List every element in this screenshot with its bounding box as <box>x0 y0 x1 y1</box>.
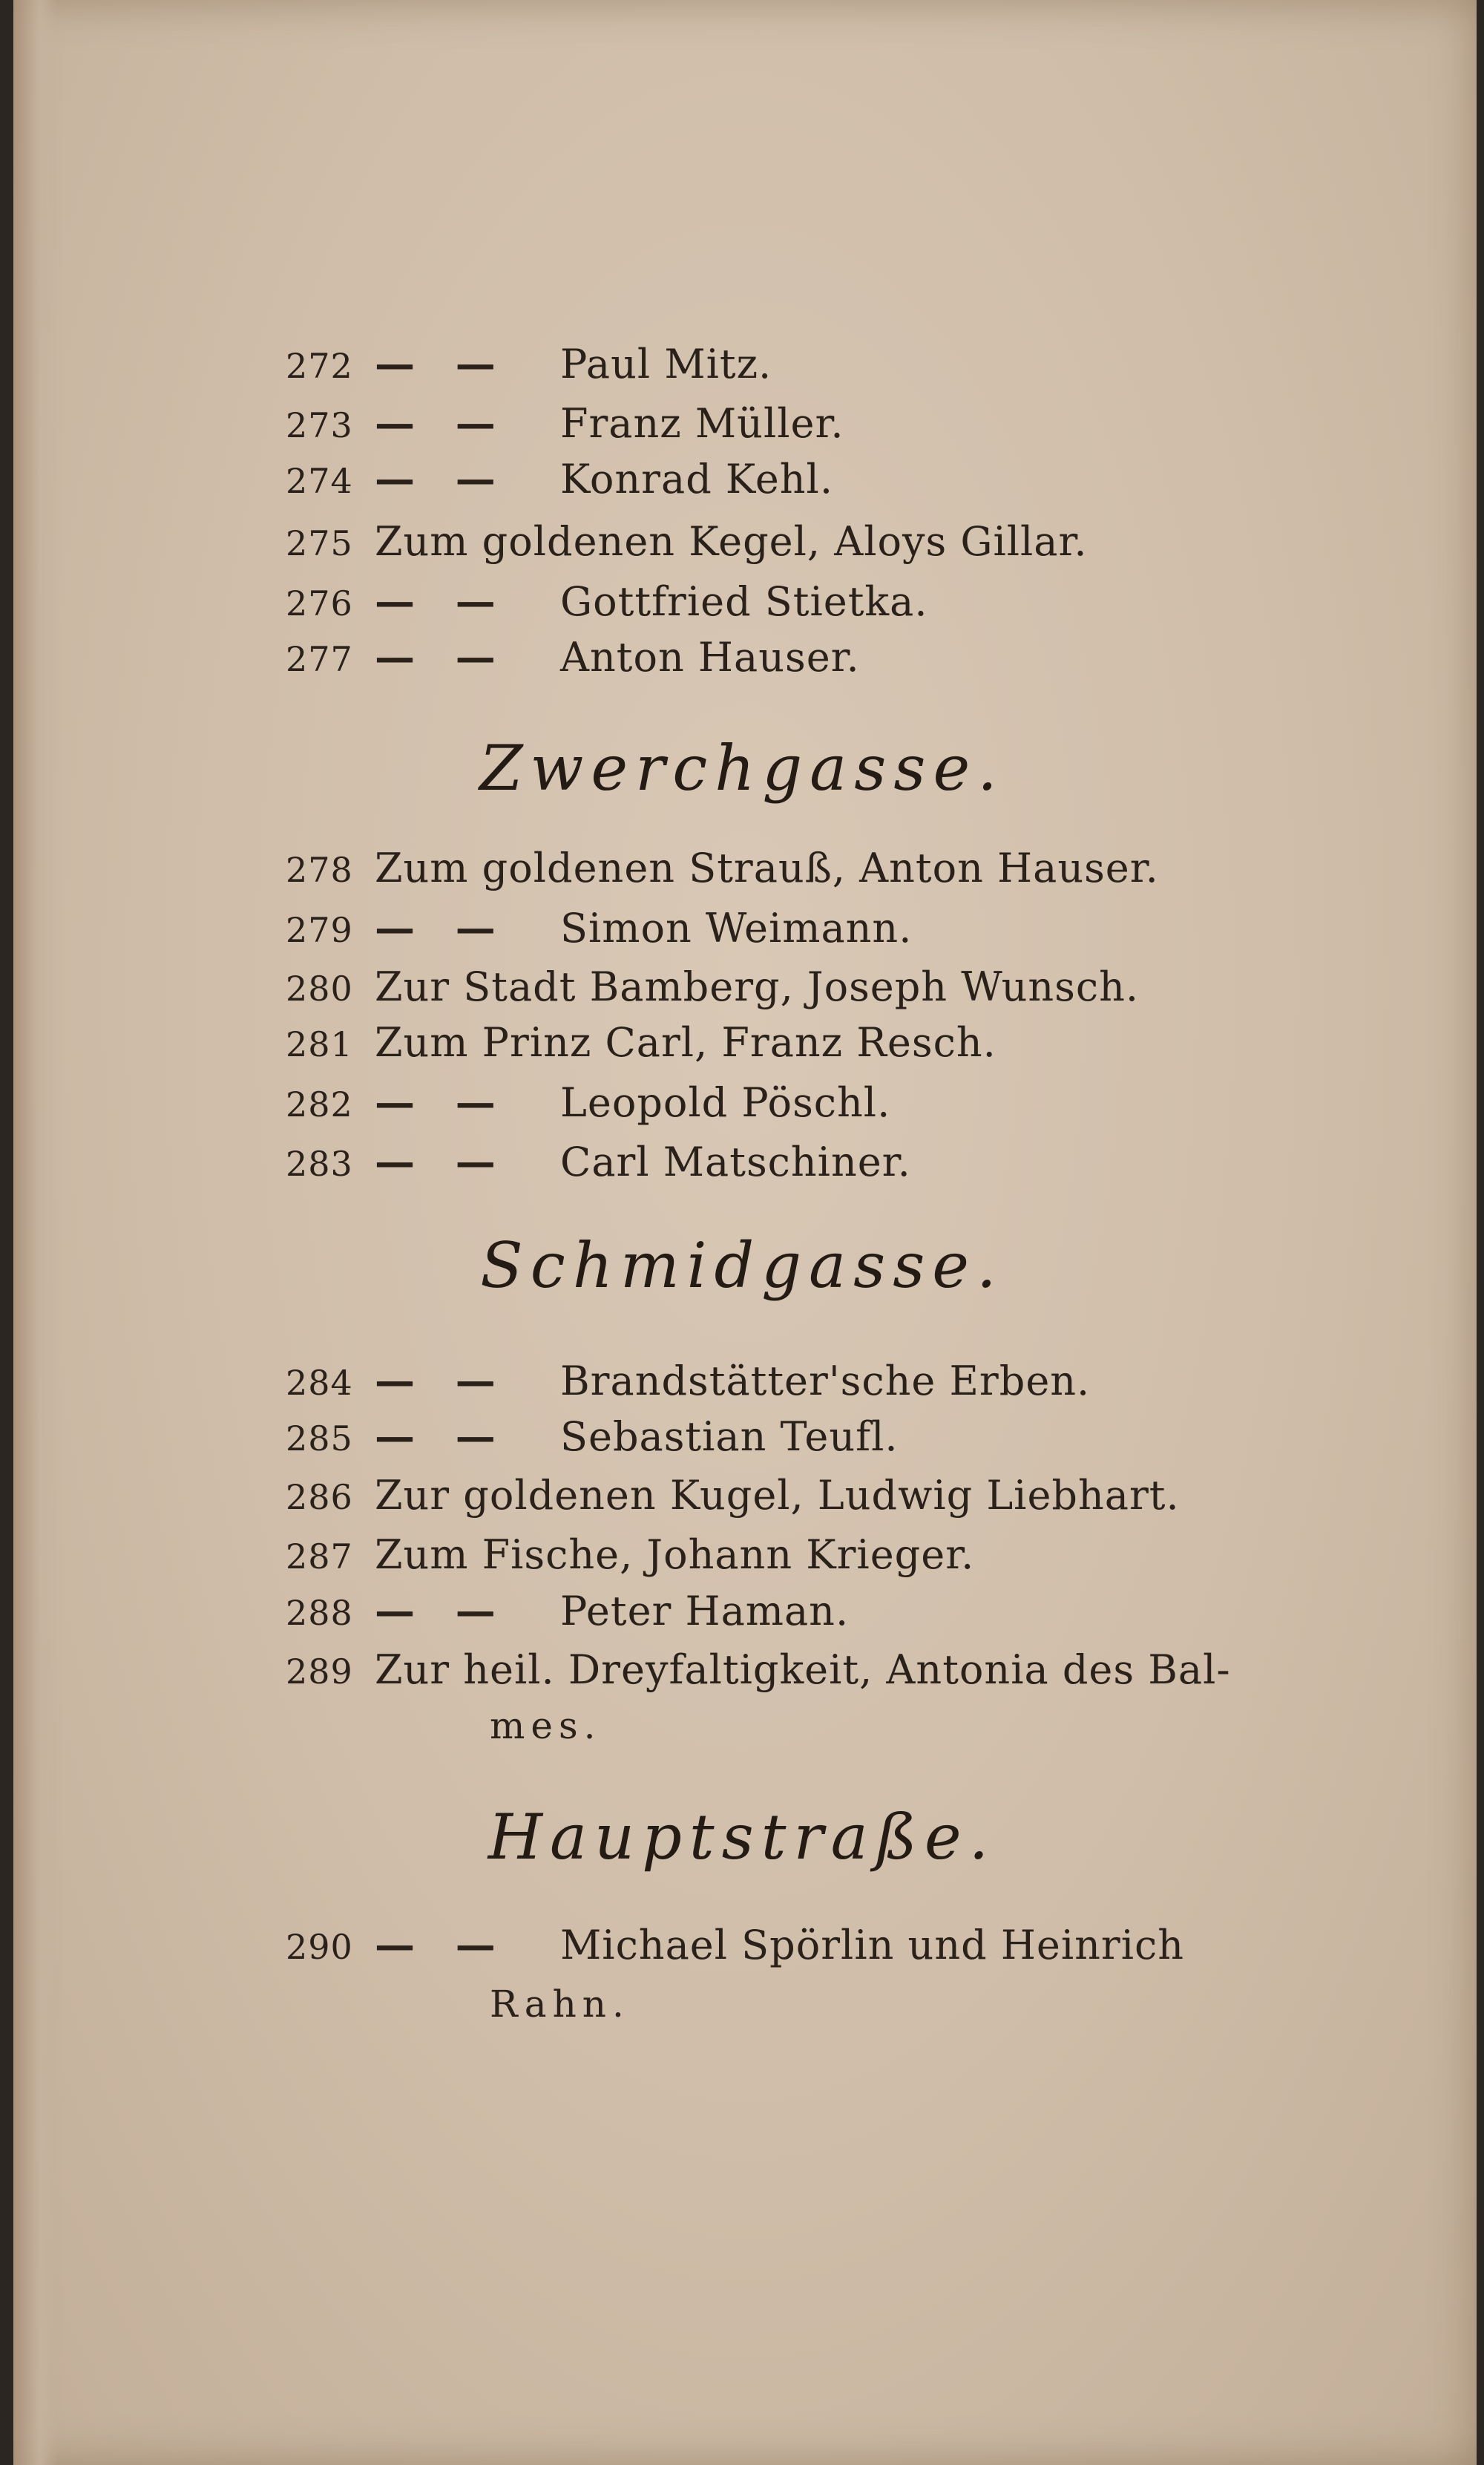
entry-dashes: — — <box>375 1412 509 1460</box>
entry-number: 286 <box>286 1477 353 1517</box>
entry-280 <box>286 957 1139 1017</box>
entry-text: Zum Prinz Carl, Franz Resch. <box>375 1019 997 1066</box>
entry-text: Michael Spörlin und Heinrich <box>560 1922 1185 1968</box>
entry-285 <box>286 1407 899 1466</box>
entry-dashes: — — <box>375 340 509 387</box>
entry-281 <box>286 1013 997 1073</box>
section-heading-schmidgasse: Schmidgasse. <box>480 1229 1004 1302</box>
entry-number: 288 <box>286 1593 353 1633</box>
entry-number: 276 <box>286 583 353 623</box>
entry-number: 287 <box>286 1536 353 1577</box>
entry-text: Zum goldenen Strauß, Anton Hauser. <box>375 845 1159 891</box>
entry-290-continuation: Rahn. <box>490 1983 630 2026</box>
entry-text: Leopold Pöschl. <box>560 1079 891 1126</box>
entry-272 <box>286 334 772 393</box>
entry-288 <box>286 1581 849 1640</box>
entry-text: Zur Stadt Bamberg, Joseph Wunsch. <box>375 963 1140 1010</box>
entry-text: Simon Weimann. <box>560 905 913 952</box>
entry-dashes: — — <box>375 399 509 447</box>
entry-274 <box>286 449 833 508</box>
entry-dashes: — — <box>375 633 509 681</box>
entry-289-continuation: mes. <box>490 1704 602 1747</box>
entry-277 <box>286 627 860 687</box>
entry-text: Zum Fische, Johann Krieger. <box>375 1531 975 1578</box>
entry-text: Carl Matschiner. <box>560 1139 911 1185</box>
entry-279 <box>286 898 912 957</box>
entry-number: 280 <box>286 969 353 1009</box>
entry-number: 290 <box>286 1927 353 1967</box>
section-heading-hauptstrasse: Hauptstraße. <box>487 1801 997 1873</box>
entry-number: 283 <box>286 1144 353 1184</box>
entry-text: Franz Müller. <box>560 400 844 447</box>
entry-283 <box>286 1132 911 1191</box>
entry-273 <box>286 393 844 453</box>
entry-dashes: — — <box>375 1138 509 1185</box>
entry-text: Konrad Kehl. <box>560 456 833 503</box>
section-heading-zwerchgasse: Zwerchgasse. <box>479 732 1005 805</box>
entry-dashes: — — <box>375 1587 509 1634</box>
entry-number: 273 <box>286 405 353 445</box>
entry-text: Zur heil. Dreyfaltigkeit, Antonia des Bal- <box>375 1646 1231 1693</box>
entry-number: 282 <box>286 1084 353 1125</box>
entry-number: 272 <box>286 346 353 386</box>
entry-text: Paul Mitz. <box>560 341 772 387</box>
entry-text: Sebastian Teufl. <box>560 1413 899 1460</box>
entry-282 <box>286 1073 890 1132</box>
entry-dashes: — — <box>375 577 509 625</box>
entry-text: Zum goldenen Kegel, Aloys Gillar. <box>375 518 1088 565</box>
entry-number: 289 <box>286 1651 353 1692</box>
entry-text: Zur goldenen Kugel, Ludwig Liebhart. <box>375 1472 1180 1519</box>
entry-276 <box>286 572 928 631</box>
entry-dashes: — — <box>375 904 509 952</box>
entry-284 <box>286 1351 1090 1410</box>
entry-dashes: — — <box>375 1357 509 1404</box>
entry-287 <box>286 1525 974 1585</box>
entry-278 <box>286 839 1159 898</box>
entry-number: 275 <box>286 523 353 563</box>
entry-275 <box>286 512 1088 572</box>
entry-number: 274 <box>286 461 353 501</box>
entry-text: Brandstätter'sche Erben. <box>560 1358 1091 1404</box>
entry-number: 279 <box>286 910 353 950</box>
entry-dashes: — — <box>375 1921 509 1968</box>
entry-text: Anton Hauser. <box>560 634 860 681</box>
entry-286 <box>286 1466 1180 1525</box>
entry-number: 281 <box>286 1024 353 1064</box>
entry-text: Peter Haman. <box>560 1588 850 1634</box>
entry-number: 285 <box>286 1418 353 1459</box>
entry-number: 277 <box>286 639 353 679</box>
entry-dashes: — — <box>375 455 509 503</box>
entry-text: Gottfried Stietka. <box>560 578 928 625</box>
entry-number: 278 <box>286 850 353 890</box>
entry-number: 284 <box>286 1363 353 1403</box>
entry-290 <box>286 1915 1184 1974</box>
entry-289 <box>286 1640 1231 1700</box>
entry-dashes: — — <box>375 1078 509 1126</box>
